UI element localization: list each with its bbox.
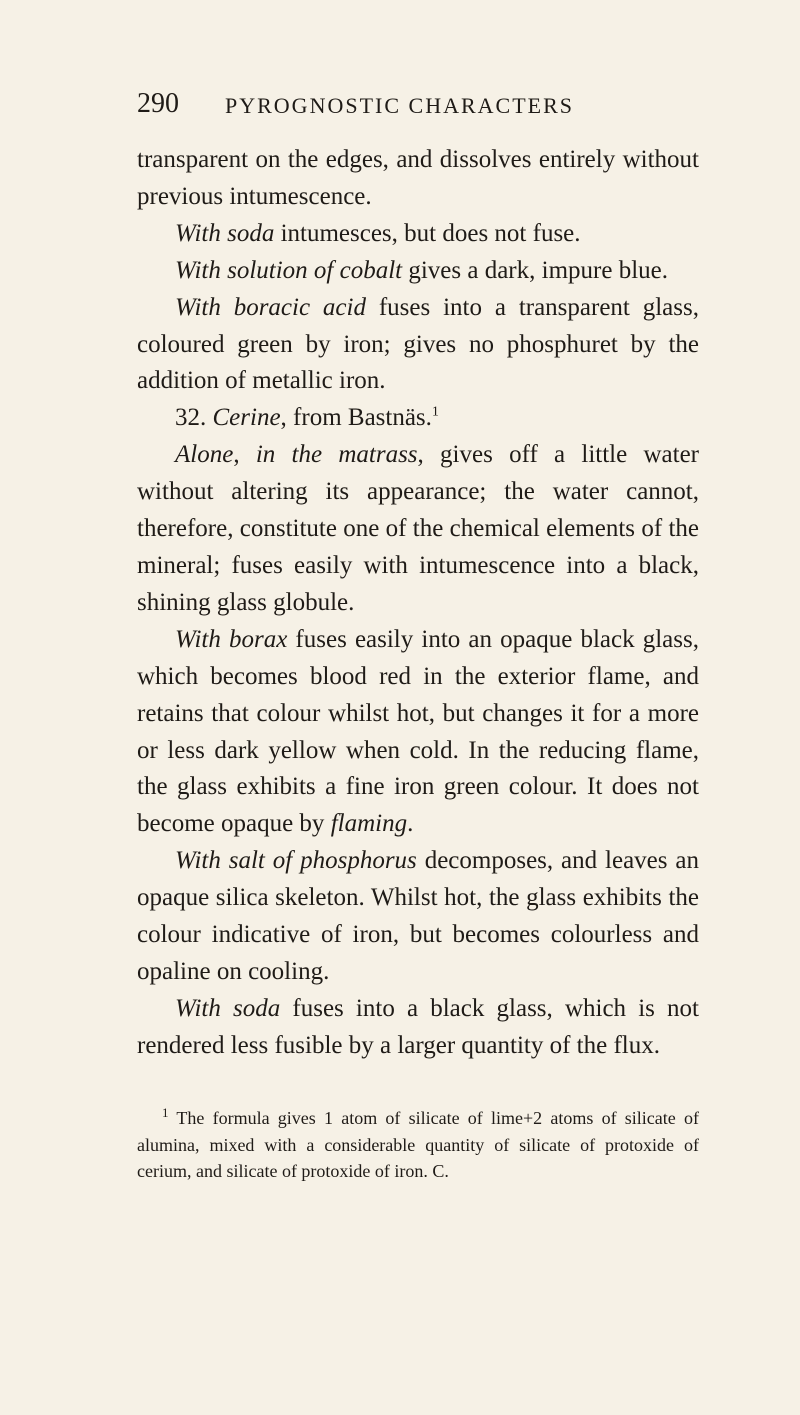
paragraph (137, 216, 699, 253)
italic-text: With boracic acid (175, 293, 366, 321)
text-run: fuses into a black glass, which is not rendered less fusible by a larger quantity of the flux. (137, 994, 699, 1059)
text-run: fuses into a transparent glass, coloured green by iron; gives no phosphuret by the addition of metallic iron. (137, 293, 699, 395)
paragraph (137, 142, 699, 216)
italic-text: With soda (175, 219, 275, 247)
text-run: transparent on the edges, and dissolves entirely without previous intumescence. (137, 146, 699, 210)
text-run: , gives off a little water without altering its appearance; the water cannot, therefore, constitute one of the chemical elements of the mineral; fuses easily with intumescence into a black, shining glass globule. (137, 441, 699, 616)
paragraph (137, 400, 699, 437)
paragraph (137, 622, 699, 843)
footnote (137, 1105, 699, 1185)
footnote-reference: 1 (431, 405, 439, 421)
footnote-text: The formula gives 1 atom of silicate of lime+2 atoms of silicate of alumina, mixed with a considerable quantity of silicate of protoxide of cerium, and silicate of protoxide of iron. C. (137, 1108, 699, 1181)
paragraph (137, 991, 699, 1065)
italic-text: With solution of cobalt (175, 256, 403, 284)
italic-text: Alone (175, 441, 234, 469)
running-head: PYROGNOSTIC CHARACTERS (225, 93, 574, 118)
text-run: , (233, 441, 256, 469)
text-run: 32. (175, 404, 213, 432)
body-text (137, 142, 699, 1065)
text-run: intumesces, but does not fuse. (274, 219, 581, 247)
paragraph (137, 437, 699, 622)
text-run: , from Bastnäs. (280, 404, 432, 432)
italic-text: With salt of phosphorus (175, 847, 417, 875)
footnote-mark: 1 (162, 1105, 169, 1120)
paragraph (137, 843, 699, 991)
italic-text: flaming (330, 810, 408, 838)
italic-text: With borax (175, 625, 288, 653)
page-header (137, 88, 697, 128)
text-run: . (407, 810, 414, 838)
text-run: fuses easily into an opaque black glass, which becomes blood red in the exterior flame, and retains that colour whilst hot, but changes it for a more or less dark yellow when cold. In the reducing flame, the glass exhibits a fine iron green colour. It does not become opaque by (137, 625, 699, 838)
text-run: gives a dark, impure blue. (402, 256, 668, 284)
italic-text: Cerine (212, 404, 281, 432)
page-number: 290 (137, 88, 179, 119)
text-run: decomposes, and leaves an opaque silica skeleton. Whilst hot, the glass exhibits the colour indicative of iron, but becomes colourless and opaline on cooling. (137, 847, 699, 985)
paragraph (137, 290, 699, 401)
italic-text: With soda (175, 994, 281, 1022)
paragraph (137, 253, 699, 290)
italic-text: in the matrass (255, 441, 418, 469)
